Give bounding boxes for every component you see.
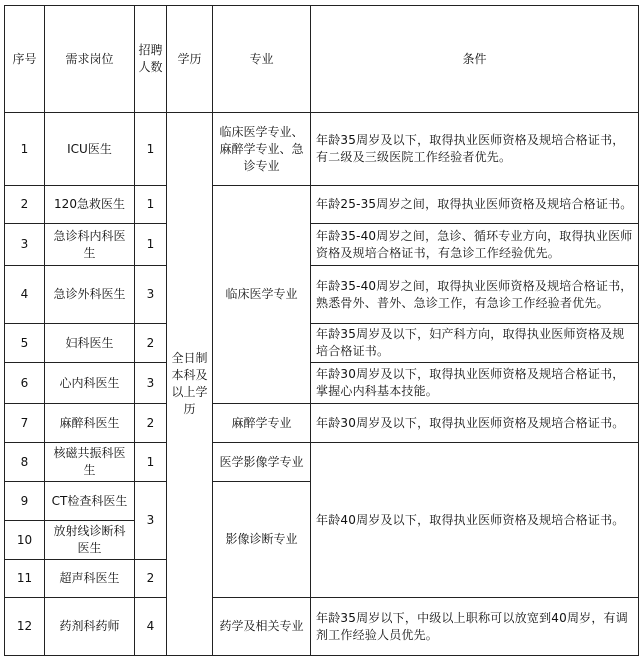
row-count: 2 [135,324,167,363]
table-row [5,443,639,482]
row-count: 2 [135,404,167,443]
education-cell: 全日制本科及以上学历 [167,113,213,656]
row-no: 11 [5,560,45,598]
row-count: 2 [135,560,167,598]
row-position: CT检查科医生 [45,482,135,521]
condition-cell: 年龄30周岁及以下，取得执业医师资格及规培合格证书。 [311,404,639,443]
condition-cell: 年龄35周岁及以下，妇产科方向，取得执业医师资格及规培合格证书。 [311,324,639,363]
row-position: 急诊科内科医生 [45,224,135,266]
condition-cell: 年龄35周岁以下，中级以上职称可以放宽到40周岁，有调剂工作经验人员优先。 [311,598,639,656]
row-count: 1 [135,186,167,224]
row-count: 1 [135,443,167,482]
condition-cell: 年龄25-35周岁之间，取得执业医师资格及规培合格证书。 [311,186,639,224]
header-major: 专业 [213,6,311,113]
table-row [5,186,639,224]
row-position: 心内科医生 [45,363,135,404]
header-conditions: 条件 [311,6,639,113]
header-count: 招聘人数 [135,6,167,113]
header-row [5,6,639,113]
table-row [5,404,639,443]
table-row [5,224,639,266]
row-no: 4 [5,266,45,324]
table-row [5,266,639,324]
row-position: 妇科医生 [45,324,135,363]
row-no: 3 [5,224,45,266]
major-cell: 临床医学专业、麻醉学专业、急诊专业 [213,113,311,186]
row-no: 9 [5,482,45,521]
row-position: 急诊外科医生 [45,266,135,324]
row-position: 麻醉科医生 [45,404,135,443]
row-no: 12 [5,598,45,656]
major-cell: 影像诊断专业 [213,482,311,598]
row-no: 2 [5,186,45,224]
row-count: 3 [135,482,167,560]
row-position: 超声科医生 [45,560,135,598]
row-no: 10 [5,521,45,560]
row-no: 1 [5,113,45,186]
row-count: 3 [135,363,167,404]
row-position: ICU医生 [45,113,135,186]
row-count: 1 [135,113,167,186]
table-row [5,324,639,363]
condition-cell: 年龄40周岁及以下，取得执业医师资格及规培合格证书。 [311,443,639,598]
table-row [5,598,639,656]
header-no: 序号 [5,6,45,113]
table-row [5,363,639,404]
condition-cell: 年龄35-40周岁之间，取得执业医师资格及规培合格证书，熟悉骨外、普外、急诊工作，有急诊工作经验者优先。 [311,266,639,324]
row-no: 7 [5,404,45,443]
recruitment-table [4,5,639,656]
header-education: 学历 [167,6,213,113]
row-count: 1 [135,224,167,266]
major-cell: 临床医学专业 [213,186,311,404]
header-position: 需求岗位 [45,6,135,113]
row-position: 放射线诊断科医生 [45,521,135,560]
condition-cell: 年龄35-40周岁之间，急诊、循环专业方向，取得执业医师资格及规培合格证书，有急诊工作经验优先。 [311,224,639,266]
row-count: 4 [135,598,167,656]
major-cell: 药学及相关专业 [213,598,311,656]
major-cell: 麻醉学专业 [213,404,311,443]
row-position: 120急救医生 [45,186,135,224]
row-no: 8 [5,443,45,482]
row-position: 药剂科药师 [45,598,135,656]
condition-cell: 年龄35周岁及以下，取得执业医师资格及规培合格证书，有二级及三级医院工作经验者优先。 [311,113,639,186]
condition-cell: 年龄30周岁及以下，取得执业医师资格及规培合格证书，掌握心内科基本技能。 [311,363,639,404]
row-count: 3 [135,266,167,324]
row-position: 核磁共振科医生 [45,443,135,482]
row-no: 6 [5,363,45,404]
major-cell: 医学影像学专业 [213,443,311,482]
table-row [5,113,639,186]
row-no: 5 [5,324,45,363]
